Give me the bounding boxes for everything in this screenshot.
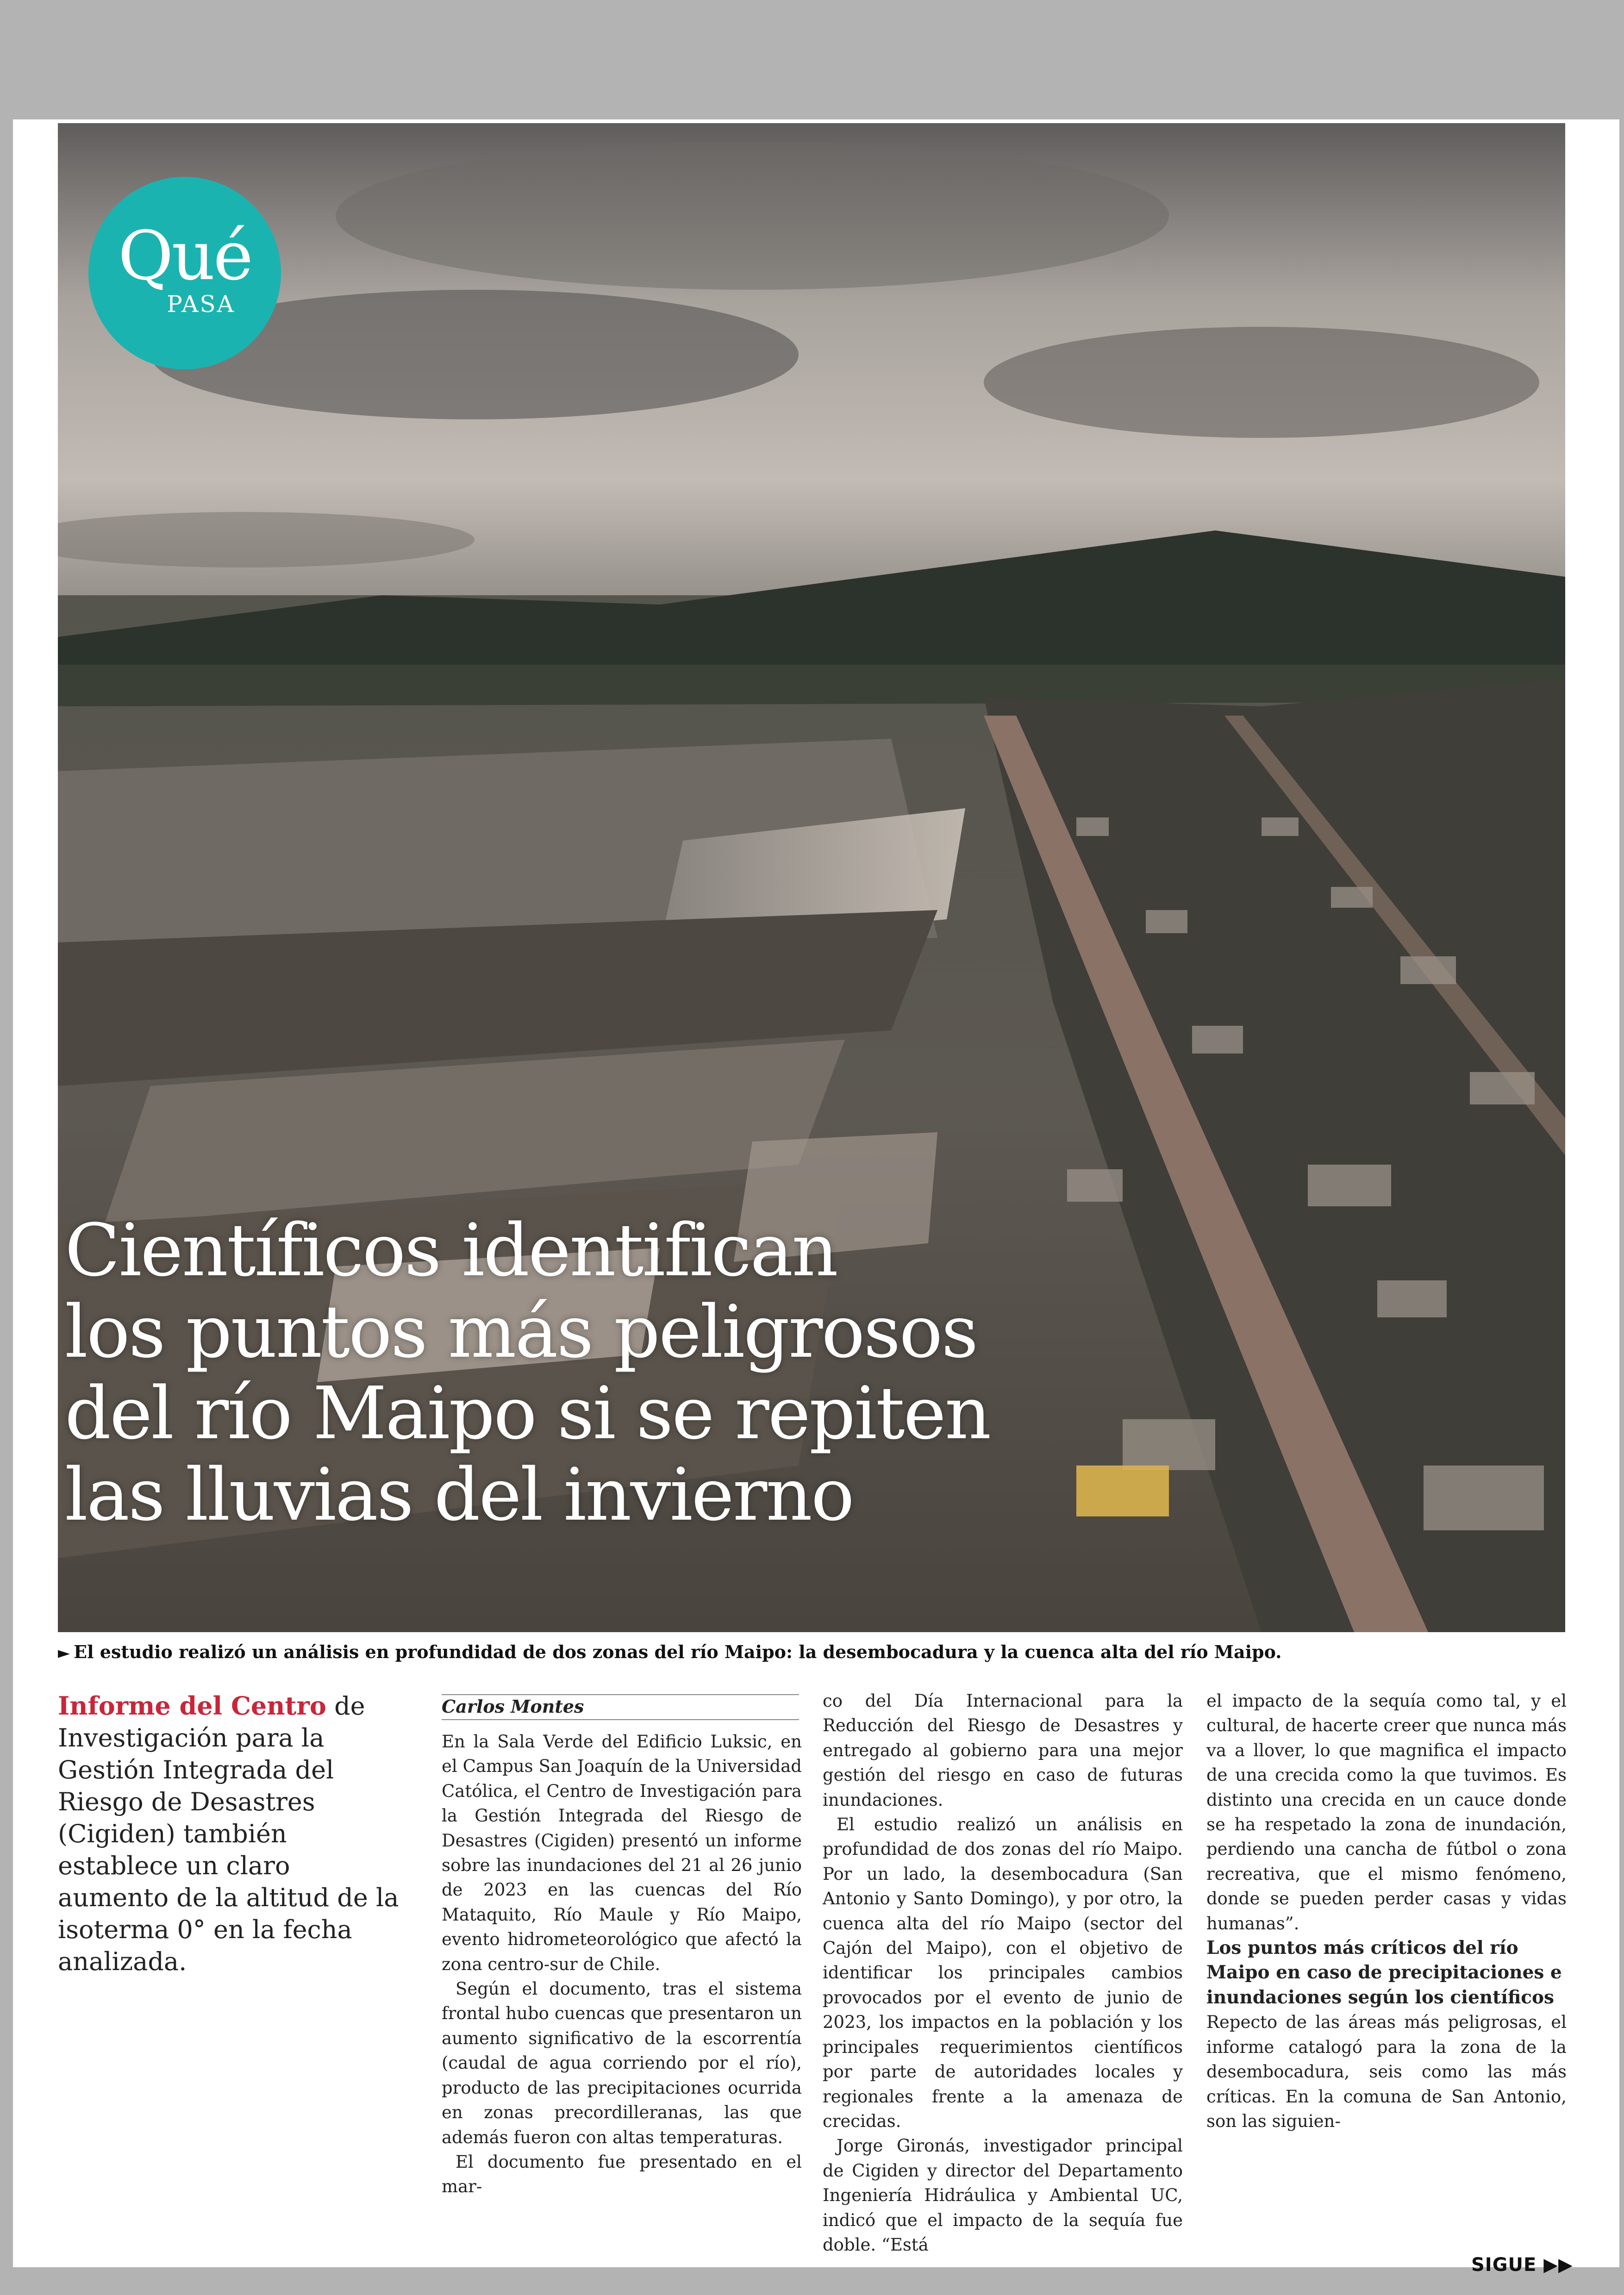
paragraph: Repecto de las áreas más peligrosas, el informe catalogó para la zona de la desembocadura, seis como las más críticas. En la comuna de San Antonio, son las siguien-	[1206, 2012, 1567, 2131]
article-column-2	[823, 1689, 1183, 2257]
newspaper-page	[13, 119, 1619, 2276]
paragraph: En la Sala Verde del Edificio Luksic, en el Campus San Joaquín de la Universidad Católica, el Centro de Investigación para la Gestión Integrada del Riesgo de Desastres (Cigiden) presentó un informe sobre las inundaciones del 21 al 26 junio de 2023 en las cuencas del Río Mataquito, Río Maule y Río Maipo, evento hidrometeorológico que afectó la zona centro-sur de Chile.	[442, 1732, 802, 1974]
lead-paragraph	[58, 1690, 400, 1977]
lead-text: de Investigación para la Gestión Integrada del Riesgo de Desastres (Cigiden) también establece un claro aumento de la altitud de la isoterma 0° en la fecha analizada.	[58, 1691, 399, 1976]
paragraph: el impacto de la sequía como tal, y el cultural, de hacerte creer que nunca más va a llover, lo que magnifica el impacto de una crecida como la que tuvimos. Es distinto una crecida en un cauce donde se ha respetado la zona de inundación, perdiendo una cancha de fútbol o zona recreativa, que el mismo fenómeno, donde se pueden perder casas y vidas humanas”.	[1206, 1691, 1567, 1933]
headline-line-2: los puntos más peligrosos	[65, 1290, 977, 1374]
paragraph: co del Día Internacional para la Reducción del Riesgo de Desastres y entregado al gobierno para una mejor gestión del riesgo en caso de futuras inundaciones.	[823, 1691, 1183, 1810]
lead-highlight: Informe del Centro	[58, 1691, 326, 1721]
headline-line-4: las lluvias del invierno	[65, 1453, 853, 1537]
section-subhead: Los puntos más críticos del río Maipo en caso de precipitaciones e inundaciones según los científicos	[1206, 1937, 1562, 2008]
headline	[65, 1210, 1060, 1535]
badge-que-text: Qué	[118, 217, 252, 295]
caption-arrow-icon: ►	[58, 1644, 70, 1662]
paragraph: Jorge Gironás, investigador principal de Cigiden y director del Departamento Ingeniería Hidráulica y Ambiental UC, indicó que el impacto de la sequía fue doble. “Está	[823, 2136, 1183, 2255]
caption-text: El estudio realizó un análisis en profundidad de dos zonas del río Maipo: la desembocadura y la cuenca alta del río Maipo.	[74, 1641, 1282, 1662]
paragraph: El estudio realizó un análisis en profundidad de dos zonas del río Maipo. Por un lado, la desembocadura (San Antonio y Santo Domingo), y por otro, la cuenca alta del río Maipo (sector del Cajón del Maipo), con el objetivo de identificar los principales cambios provocados por el evento de junio de 2023, los impactos en la población y los principales requerimientos científicos por parte de autoridades locales y regionales frente a la amenaza de crecidas.	[823, 1815, 1183, 2131]
photo-caption	[58, 1641, 1565, 1662]
paragraph: El documento fue presentado en el mar-	[442, 2152, 802, 2197]
article-column-1	[442, 1729, 802, 2199]
byline: Carlos Montes	[442, 1696, 584, 1717]
byline-bottom-rule	[442, 1719, 799, 1720]
continues-indicator: SIGUE ▶▶	[1471, 2254, 1573, 2276]
headline-line-1: Científicos identifican	[65, 1208, 837, 1292]
headline-line-3: del río Maipo si se repiten	[65, 1371, 990, 1455]
badge-pasa-text: PASA	[167, 291, 235, 318]
que-pasa-badge	[88, 177, 281, 369]
paragraph: Según el documento, tras el sistema frontal hubo cuencas que presentaron un aumento significativo de la escorrentía (caudal de agua corriendo por el río), producto de las precipitaciones ocurrida en zonas precordilleranas, las que además fueron con altas temperaturas.	[442, 1979, 802, 2147]
article-column-3	[1206, 1689, 1567, 2133]
